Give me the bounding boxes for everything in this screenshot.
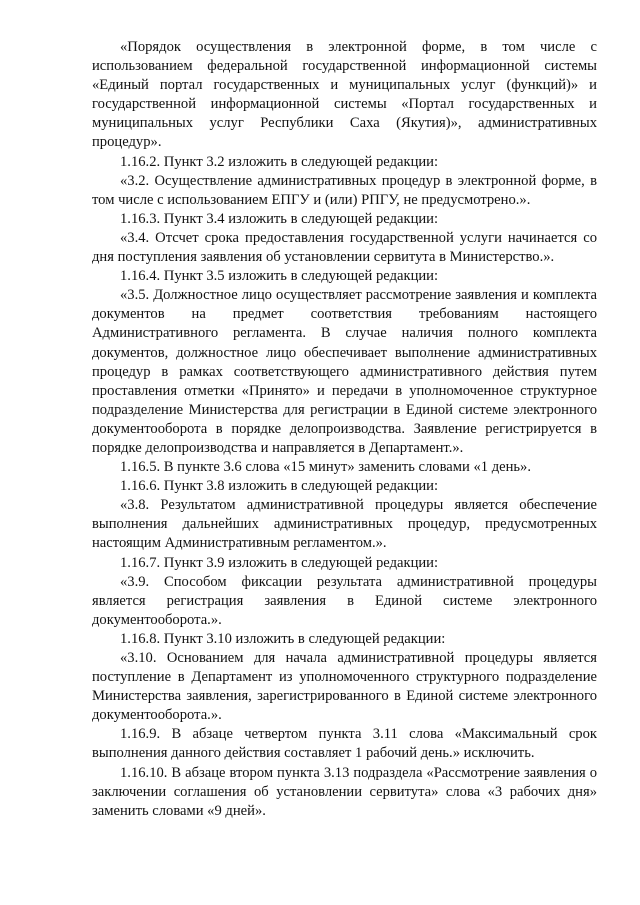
- paragraph-item-1-16-9: 1.16.9. В абзаце четвертом пункта 3.11 слова «Максимальный срок выполнения данного действия составляет 1 рабочий день.» исключить.: [92, 726, 597, 762]
- paragraph-section-title: «Порядок осуществления в электронной форме, в том числе с использованием федеральной государственной информационной системы «Единый портал государственных и муниципальных услуг (функций)» и государственной информационной системы «Портал государственных и муниципальных услуг Республики Саха (Якутия)», административных процедур».: [92, 39, 597, 151]
- paragraph-quote-3-9: «3.9. Способом фиксации результата административной процедуры является регистрация заявления в Единой системе электронного документооборота.».: [92, 573, 597, 628]
- paragraph-item-1-16-8: 1.16.8. Пункт 3.10 изложить в следующей редакции:: [120, 630, 446, 647]
- paragraph-item-1-16-3: 1.16.3. Пункт 3.4 изложить в следующей редакции:: [120, 210, 439, 227]
- paragraph-item-1-16-5: 1.16.5. В пункте 3.6 слова «15 минут» заменить словами «1 день».: [120, 459, 532, 476]
- paragraph-quote-3-5: «3.5. Должностное лицо осуществляет рассмотрение заявления и комплекта документов на предмет соответствия требованиям настоящего Административного регламента. В случае наличия полного комплекта документов, должностное лицо обеспечивает выполнение административных процедур в рамках соответствующего административного действия путем проставления отметки «Принято» и передачи в уполномоченное структурное подразделение Министерства для регистрации в Единой системе электронного документооборота в порядке делопроизводства. Заявление регистрируется в порядке делопроизводства и направляется в Департамент.».: [92, 287, 597, 456]
- paragraph-item-1-16-6: 1.16.6. Пункт 3.8 изложить в следующей редакции:: [120, 478, 439, 495]
- paragraph-item-1-16-7: 1.16.7. Пункт 3.9 изложить в следующей редакции:: [120, 554, 439, 571]
- paragraph-quote-3-4: «3.4. Отсчет срока предоставления государственной услуги начинается со дня поступления заявления об установлении сервитута в Министерство.».: [92, 229, 597, 266]
- paragraph-item-1-16-10: 1.16.10. В абзаце втором пункта 3.13 подраздела «Рассмотрение заявления о заключении соглашения об установлении сервитута» слова «3 рабочих дня» заменить словами «9 дней».: [92, 764, 597, 819]
- paragraph-quote-3-8: «3.8. Результатом административной процедуры является обеспечение выполнения дальнейших административных процедур, предусмотренных настоящим Административным регламентом.».: [92, 497, 597, 552]
- paragraph-quote-3-10: «3.10. Основанием для начала административной процедуры является поступление в Департамент из уполномоченного структурного подразделение Министерства заявления, зарегистрированного в Единой системе электронного документооборота.».: [92, 650, 597, 724]
- paragraph-item-1-16-2: 1.16.2. Пункт 3.2 изложить в следующей редакции:: [120, 153, 439, 170]
- document-page: [92, 38, 597, 821]
- paragraph-quote-3-2: «3.2. Осуществление административных процедур в электронной форме, в том числе с использованием ЕПГУ и (или) РПГУ, не предусмотрено.».: [92, 172, 597, 208]
- paragraph-item-1-16-4: 1.16.4. Пункт 3.5 изложить в следующей редакции:: [120, 268, 439, 285]
